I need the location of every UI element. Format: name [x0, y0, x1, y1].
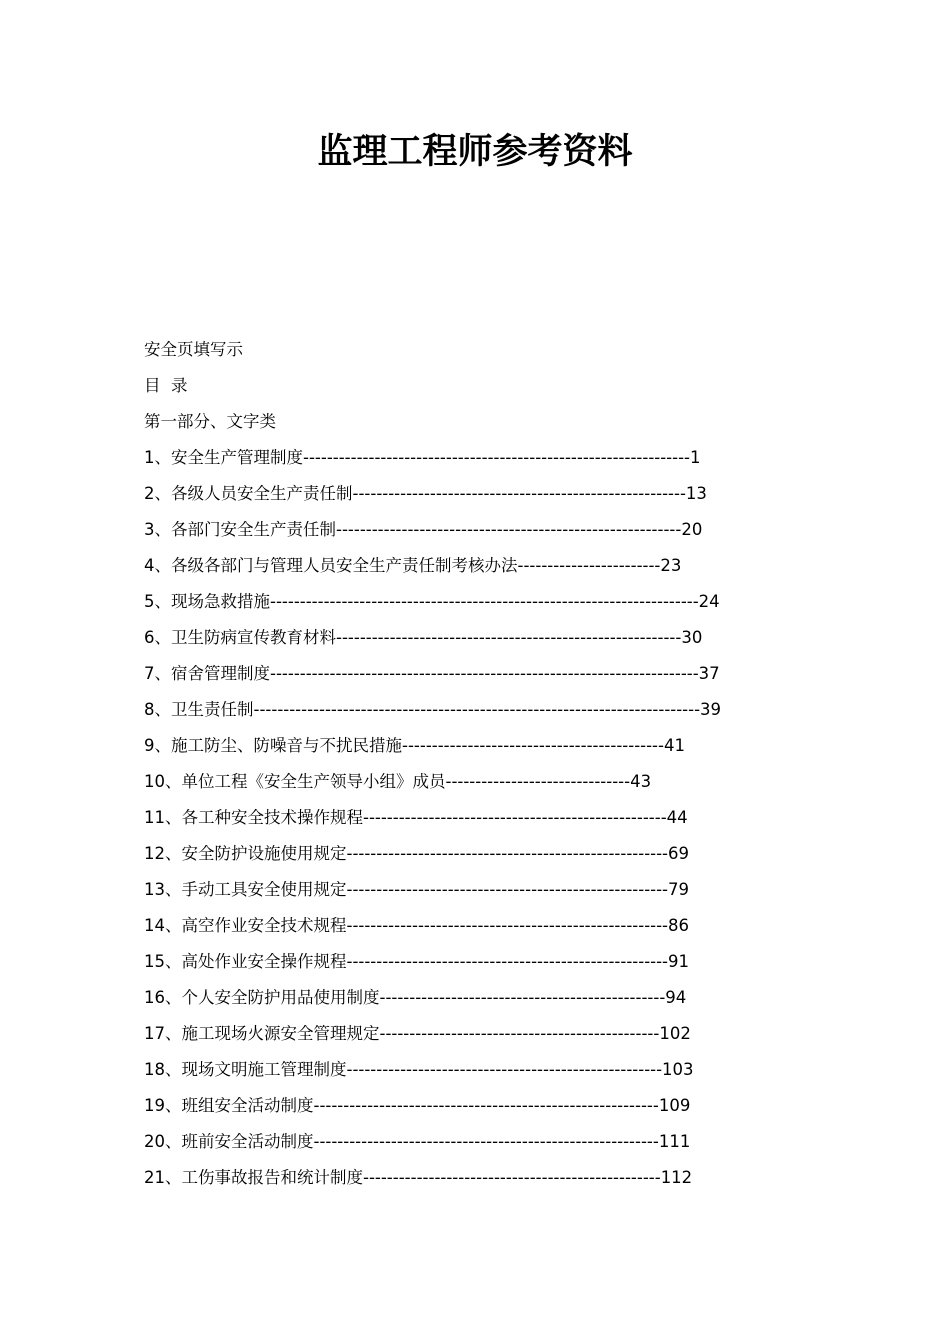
toc-entry: 18、现场文明施工管理制度-----------------------------------------------------103 — [144, 1060, 694, 1079]
toc-entry: 13、手动工具安全使用规定------------------------------------------------------79 — [144, 880, 689, 899]
toc-entry: 11、各工种安全技术操作规程---------------------------------------------------44 — [144, 808, 688, 827]
table-of-contents — [144, 445, 844, 1201]
toc-entry: 14、高空作业安全技术规程------------------------------------------------------86 — [144, 916, 689, 935]
toc-entry: 9、施工防尘、防噪音与不扰民措施--------------------------------------------41 — [144, 736, 685, 755]
toc-entry: 12、安全防护设施使用规定------------------------------------------------------69 — [144, 844, 689, 863]
section-heading: 第一部分、文字类 — [144, 412, 276, 431]
toc-entry: 6、卫生防病宣传教育材料----------------------------------------------------------30 — [144, 628, 703, 647]
toc-entry: 4、各级各部门与管理人员安全生产责任制考核办法------------------------23 — [144, 556, 682, 575]
header-line-example: 安全页填写示 — [144, 340, 243, 359]
toc-entry: 2、各级人员安全生产责任制--------------------------------------------------------13 — [144, 484, 707, 503]
toc-entry: 20、班前安全活动制度----------------------------------------------------------111 — [144, 1132, 691, 1151]
toc-heading: 目 录 — [144, 376, 188, 395]
toc-entry: 5、现场急救措施------------------------------------------------------------------------24 — [144, 592, 720, 611]
toc-entry: 15、高处作业安全操作规程------------------------------------------------------91 — [144, 952, 689, 971]
document-body — [144, 337, 844, 1201]
toc-entry: 7、宿舍管理制度------------------------------------------------------------------------37 — [144, 664, 720, 683]
toc-entry: 19、班组安全活动制度----------------------------------------------------------109 — [144, 1096, 691, 1115]
toc-entry: 21、工伤事故报告和统计制度--------------------------------------------------112 — [144, 1168, 693, 1187]
toc-entry: 1、安全生产管理制度-----------------------------------------------------------------1 — [144, 448, 701, 467]
document-title: 监理工程师参考资料 — [317, 132, 633, 172]
toc-entry: 16、个人安全防护用品使用制度------------------------------------------------94 — [144, 988, 687, 1007]
toc-entry: 10、单位工程《安全生产领导小组》成员-------------------------------43 — [144, 772, 652, 791]
toc-entry: 3、各部门安全生产责任制----------------------------------------------------------20 — [144, 520, 703, 539]
toc-entry: 17、施工现场火源安全管理规定-----------------------------------------------102 — [144, 1024, 691, 1043]
toc-entry: 8、卫生责任制---------------------------------------------------------------------------39 — [144, 700, 722, 719]
